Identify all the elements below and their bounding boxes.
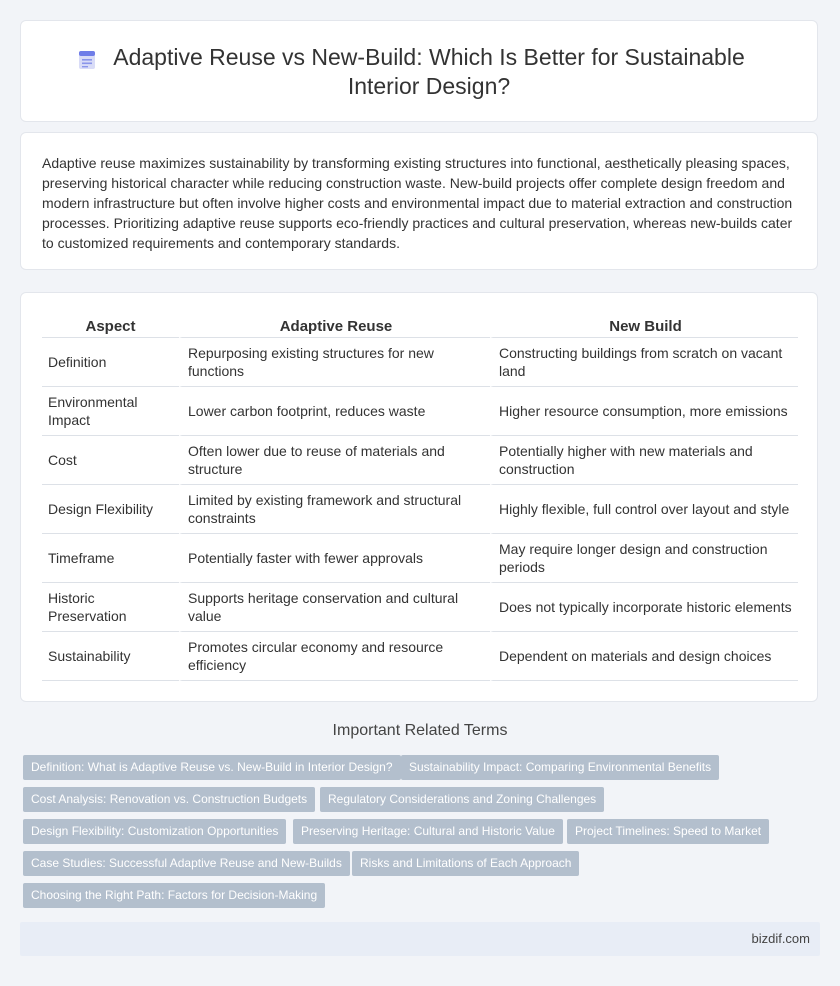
related-term-tag[interactable]: Preserving Heritage: Cultural and Historic Value [293, 819, 563, 844]
aspect-cell: Cost [42, 436, 179, 485]
adaptive-reuse-cell: Limited by existing framework and structural constraints [179, 485, 490, 534]
table-header-row [42, 315, 798, 338]
new-build-cell: Dependent on materials and design choices [490, 632, 798, 681]
related-term-tag[interactable]: Design Flexibility: Customization Opportunities [23, 819, 286, 844]
footer [20, 922, 820, 956]
new-build-cell: Highly flexible, full control over layout and style [490, 485, 798, 534]
related-term-tag[interactable]: Project Timelines: Speed to Market [567, 819, 769, 844]
table-row [42, 632, 798, 681]
header-adaptive-reuse: Adaptive Reuse [179, 315, 490, 338]
new-build-cell: Constructing buildings from scratch on vacant land [490, 338, 798, 387]
header-aspect: Aspect [42, 315, 179, 338]
aspect-cell: Definition [42, 338, 179, 387]
related-term-tag[interactable]: Choosing the Right Path: Factors for Decision-Making [23, 883, 325, 908]
table-row [42, 338, 798, 387]
new-build-cell: Does not typically incorporate historic elements [490, 583, 798, 632]
related-term-tag[interactable]: Risks and Limitations of Each Approach [352, 851, 579, 876]
adaptive-reuse-cell: Promotes circular economy and resource efficiency [179, 632, 490, 681]
table-row [42, 485, 798, 534]
aspect-cell: Historic Preservation [42, 583, 179, 632]
table-row [42, 583, 798, 632]
related-term-tag[interactable]: Cost Analysis: Renovation vs. Construction Budgets [23, 787, 315, 812]
comparison-card [20, 292, 818, 702]
table-row [42, 436, 798, 485]
related-term-tag[interactable]: Regulatory Considerations and Zoning Challenges [320, 787, 604, 812]
intro-card [20, 132, 818, 270]
new-build-cell: Potentially higher with new materials and construction [490, 436, 798, 485]
aspect-cell: Sustainability [42, 632, 179, 681]
related-term-tag[interactable]: Definition: What is Adaptive Reuse vs. New-Build in Interior Design? [23, 755, 401, 780]
comparison-table [42, 315, 798, 681]
intro-text: Adaptive reuse maximizes sustainability by transforming existing structures into functional, aesthetically pleasing spaces, preserving historical character while reducing construction waste. New-build projects offer complete design freedom and modern infrastructure but often involve higher costs and environmental impact due to material extraction and construction processes. Prioritizing adaptive reuse supports eco-friendly practices and cultural preservation, whereas new-builds cater to customized requirements and contemporary standards. [42, 155, 793, 251]
header-card [20, 20, 818, 122]
new-build-cell: Higher resource consumption, more emissions [490, 387, 798, 436]
table-row [42, 387, 798, 436]
adaptive-reuse-cell: Lower carbon footprint, reduces waste [179, 387, 490, 436]
page-title: Adaptive Reuse vs New-Build: Which Is Better for Sustainable Interior Design? [113, 44, 745, 99]
related-term-tag[interactable]: Case Studies: Successful Adaptive Reuse and New-Builds [23, 851, 350, 876]
footer-brand[interactable]: bizdif.com [751, 931, 810, 946]
adaptive-reuse-cell: Supports heritage conservation and cultural value [179, 583, 490, 632]
header-new-build: New Build [490, 315, 798, 338]
adaptive-reuse-cell: Often lower due to reuse of materials and structure [179, 436, 490, 485]
aspect-cell: Timeframe [42, 534, 179, 583]
adaptive-reuse-cell: Repurposing existing structures for new functions [179, 338, 490, 387]
new-build-cell: May require longer design and construction periods [490, 534, 798, 583]
aspect-cell: Environmental Impact [42, 387, 179, 436]
related-terms-title: Important Related Terms [332, 722, 508, 739]
table-row [42, 534, 798, 583]
adaptive-reuse-cell: Potentially faster with fewer approvals [179, 534, 490, 583]
related-term-tag[interactable]: Sustainability Impact: Comparing Environmental Benefits [401, 755, 719, 780]
aspect-cell: Design Flexibility [42, 485, 179, 534]
